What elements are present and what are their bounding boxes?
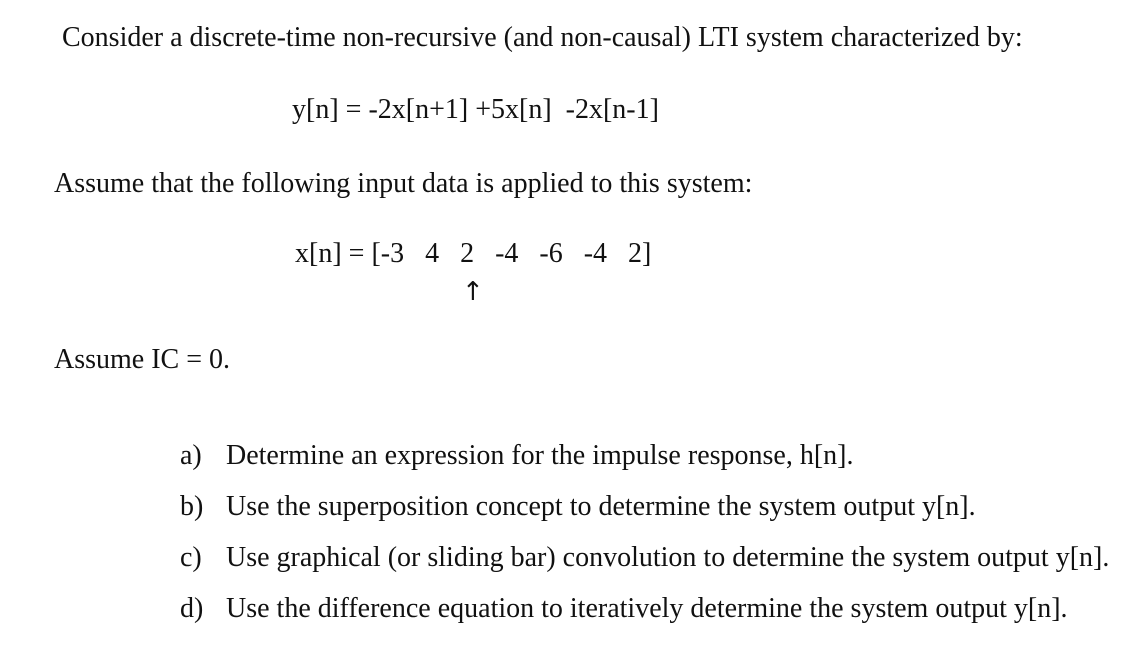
part-text: Use graphical (or sliding bar) convolution to determine the system output y[n]. bbox=[226, 542, 1110, 573]
part-marker: c) bbox=[180, 542, 202, 573]
part-text: Use the superposition concept to determine the system output y[n]. bbox=[226, 491, 976, 522]
question-part-d bbox=[138, 567, 1068, 651]
part-text: Determine an expression for the impulse response, h[n]. bbox=[226, 440, 854, 471]
difference-equation: y[n] = -2x[n+1] +5x[n] -2x[n-1] bbox=[292, 94, 659, 125]
part-marker: b) bbox=[180, 491, 204, 522]
origin-arrow-icon: ↑ bbox=[462, 277, 484, 307]
part-text: Use the difference equation to iteratively determine the system output y[n]. bbox=[226, 593, 1068, 624]
initial-conditions-text: Assume IC = 0. bbox=[54, 344, 231, 375]
part-marker: a) bbox=[180, 440, 202, 471]
intro-text: Consider a discrete-time non-recursive (and non-causal) LTI system characterized by: bbox=[62, 22, 1023, 53]
input-assumption-text: Assume that the following input data is applied to this system: bbox=[54, 168, 753, 199]
part-marker: d) bbox=[180, 593, 204, 624]
input-sequence: x[n] = [-3 4 2 -4 -6 -4 2] bbox=[295, 238, 652, 269]
